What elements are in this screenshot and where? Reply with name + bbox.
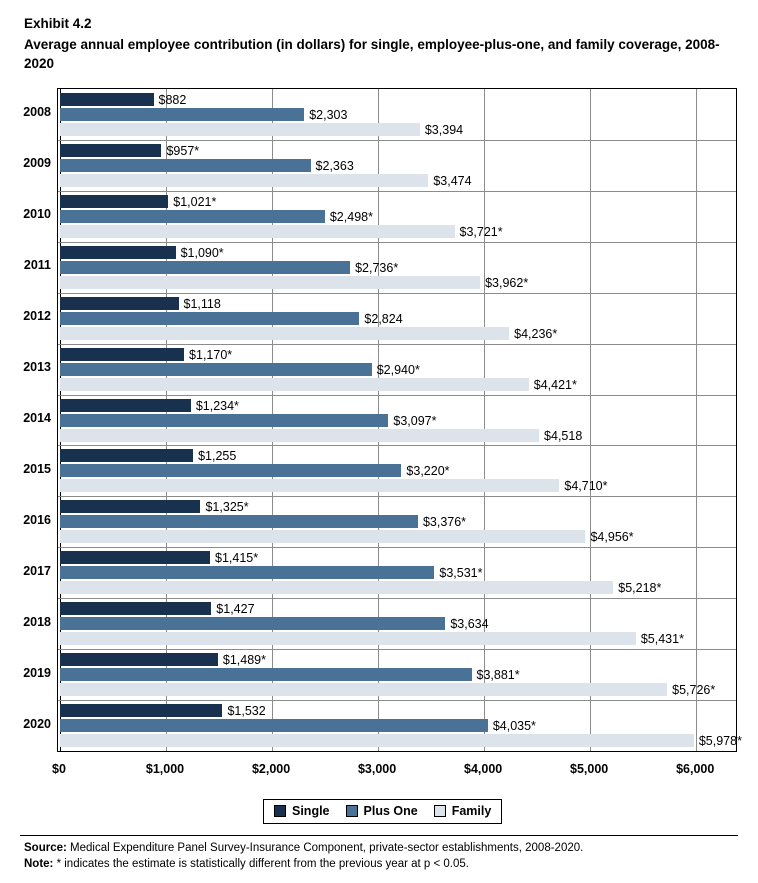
category-separator [58,445,736,446]
bar-single-2018 [60,602,211,615]
x-axis-tick-6000: $6,000 [676,762,715,776]
bar-single-2017 [60,551,210,564]
bar-single-2012 [60,297,179,310]
bar-value-label: $957* [166,143,200,158]
chart-legend [263,799,502,824]
gridline-x-5000 [590,89,591,751]
bar-family-2018 [60,632,636,645]
category-separator [58,649,736,650]
bar-plus-one-2019 [60,668,472,681]
bar-value-label: $4,518 [544,428,583,443]
bar-value-label: $2,303 [309,107,348,122]
gridline-x-6000 [696,89,697,751]
bar-single-2010 [60,195,168,208]
source-text: Medical Expenditure Panel Survey-Insurance Component, private-sector establishments, 2008-2020. [66,842,584,854]
category-separator [58,242,736,243]
bar-value-label: $1,090* [180,245,224,260]
gridline-x-4000 [484,89,485,751]
bar-value-label: $1,325* [205,500,249,515]
bar-value-label: $4,421* [533,377,577,392]
bar-plus-one-2009 [60,159,311,172]
y-axis-tick-2016: 2016 [23,512,51,527]
bar-single-2013 [60,348,184,361]
bar-family-2008 [60,123,420,136]
bar-value-label: $1,415* [215,551,259,566]
note-line [24,856,744,872]
bar-value-label: $1,170* [189,347,233,362]
bar-value-label: $5,218* [618,581,662,596]
bar-family-2013 [60,378,529,391]
chart-footnotes [24,840,744,872]
y-axis-tick-2017: 2017 [23,563,51,578]
y-axis-tick-2008: 2008 [23,105,51,120]
bar-value-label: $1,234* [195,398,239,413]
bar-value-label: $1,427 [216,602,255,617]
bar-value-label: $4,236* [514,326,558,341]
category-separator [58,344,736,345]
bar-plus-one-2010 [60,210,325,223]
source-label: Source: [24,842,67,854]
bar-value-label: $2,498* [329,209,373,224]
bar-value-label: $2,824 [364,311,403,326]
bar-single-2014 [60,399,191,412]
footer-divider [20,835,738,836]
bar-family-2019 [60,683,667,696]
x-axis-tick-0: $0 [52,762,66,776]
bar-family-2009 [60,174,428,187]
bar-single-2019 [60,653,218,666]
bar-plus-one-2015 [60,464,401,477]
bar-single-2009 [60,144,161,157]
category-separator [58,598,736,599]
legend-item-single [274,804,330,818]
category-separator [58,140,736,141]
note-text: * indicates the estimate is statistically different from the previous year at p < 0.05. [53,858,469,870]
bar-plus-one-2018 [60,617,445,630]
category-separator [58,191,736,192]
legend-item-family [434,804,492,818]
bar-family-2017 [60,581,613,594]
plot-inner [58,89,742,751]
bar-value-label: $5,726* [672,683,716,698]
bar-plus-one-2012 [60,312,359,325]
legend-label-single: Single [292,804,330,818]
chart-header [24,14,734,73]
bar-value-label: $4,035* [492,719,536,734]
bar-value-label: $3,721* [459,224,503,239]
x-axis-tick-2000: $2,000 [251,762,291,776]
y-axis-tick-2012: 2012 [23,309,51,324]
legend-swatch-family-icon [434,805,446,817]
bar-family-2014 [60,429,539,442]
bar-plus-one-2013 [60,363,372,376]
legend-label-family: Family [451,804,492,818]
bar-plus-one-2014 [60,414,388,427]
bar-value-label: $1,021* [173,194,217,209]
y-axis-tick-2011: 2011 [23,258,51,273]
bar-value-label: $5,978* [698,734,742,749]
y-axis-tick-2019: 2019 [23,665,51,680]
bar-value-label: $3,474 [433,173,472,188]
x-axis-tick-3000: $3,000 [357,762,397,776]
bar-family-2012 [60,327,509,340]
bar-plus-one-2017 [60,566,434,579]
category-separator [58,700,736,701]
legend-label-plus-one: Plus One [363,804,418,818]
category-separator [58,496,736,497]
bar-value-label: $3,531* [439,566,483,581]
bar-value-label: $2,940* [376,362,420,377]
x-axis-tick-4000: $4,000 [464,762,503,776]
bar-single-2015 [60,449,193,462]
bar-value-label: $5,431* [640,632,684,647]
bar-plus-one-2008 [60,108,304,121]
bar-value-label: $1,532 [227,704,266,719]
bar-value-label: $3,376* [422,515,467,530]
category-separator [58,547,736,548]
legend-swatch-plus-one-icon [346,805,358,817]
note-label: Note: [24,858,54,870]
y-axis-tick-2018: 2018 [23,614,51,629]
bar-family-2011 [60,276,480,289]
bar-value-label: $2,363 [315,158,354,173]
bar-family-2016 [60,530,585,543]
bar-value-label: $3,634 [450,617,489,632]
y-axis-tick-2013: 2013 [23,360,51,375]
exhibit-number: Exhibit 4.2 [24,16,92,31]
legend-item-plus-one [346,804,418,818]
bar-value-label: $1,489* [222,653,266,668]
bar-family-2010 [60,225,455,238]
legend-swatch-single-icon [274,805,286,817]
y-axis-tick-2015: 2015 [23,461,51,476]
bar-single-2011 [60,246,176,259]
bar-family-2015 [60,479,559,492]
category-separator [58,293,736,294]
bar-value-label: $1,118 [183,296,221,311]
y-axis-tick-2014: 2014 [23,411,51,425]
bar-plus-one-2020 [60,719,488,732]
bar-value-label: $4,710* [564,479,608,494]
bar-plus-one-2011 [60,261,350,274]
bar-value-label: $3,220* [406,464,450,479]
bar-plus-one-2016 [60,515,418,528]
source-line [24,840,744,856]
y-axis-tick-2010: 2010 [23,207,51,222]
bar-value-label: $4,956* [590,530,634,545]
bar-value-label: $2,736* [355,260,399,275]
x-axis-tick-5000: $5,000 [570,762,609,776]
bar-single-2008 [60,93,154,106]
category-separator [58,395,736,396]
x-axis-tick-1000: $1,000 [145,762,185,776]
bar-value-label: $882 [158,92,187,107]
bar-family-2020 [60,734,694,747]
y-axis-tick-2020: 2020 [23,716,51,731]
page-title: Average annual employee contribution (in dollars) for single, employee-plus-one, and family coverage, 2008-2020 [24,37,720,71]
bar-value-label: $3,394 [424,122,464,137]
bar-value-label: $3,881* [476,668,520,683]
bar-single-2020 [60,704,222,717]
bar-single-2016 [60,500,200,513]
y-axis-tick-2009: 2009 [23,156,51,171]
bar-value-label: $1,255 [198,449,237,464]
bar-value-label: $3,962* [485,275,529,290]
plot-area [57,88,742,752]
bar-value-label: $3,097* [393,413,437,428]
